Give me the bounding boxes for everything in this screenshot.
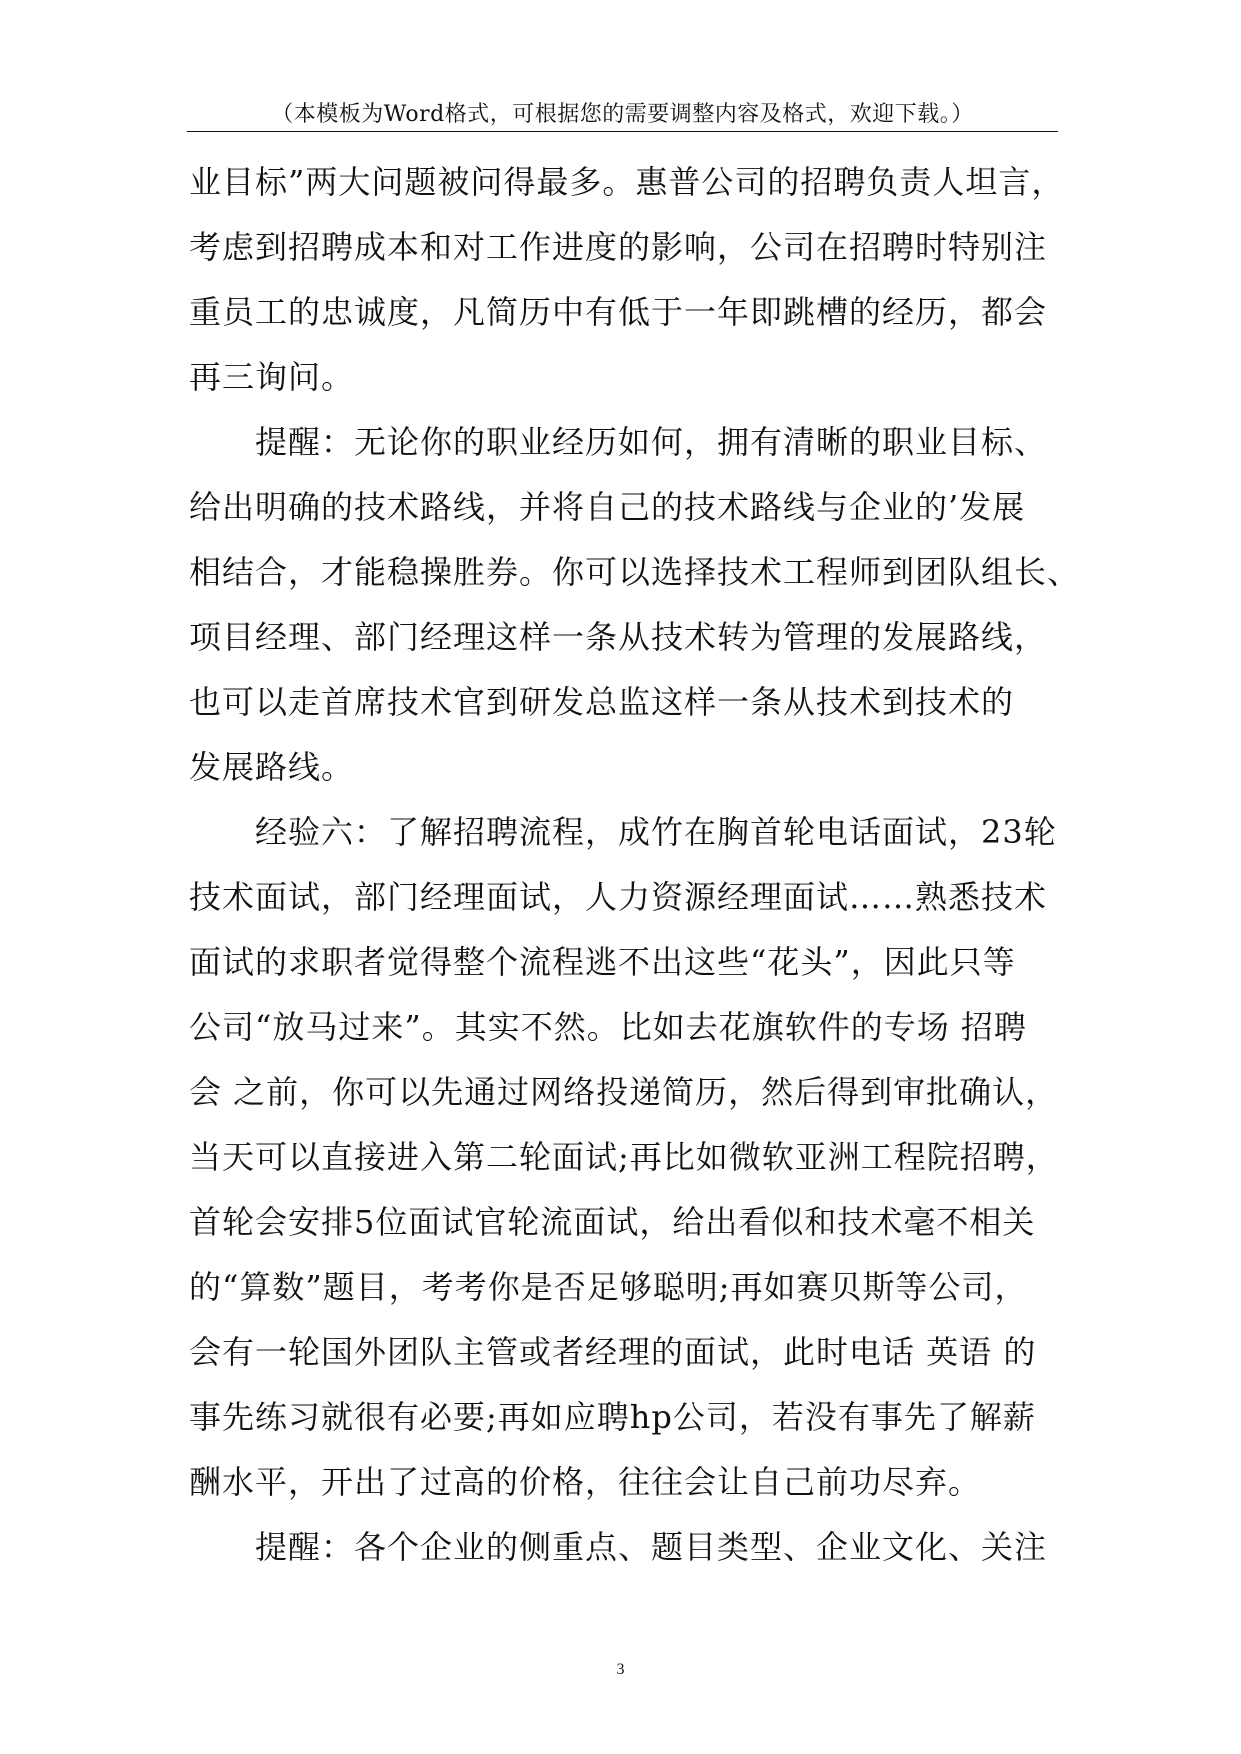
text-line: 发展路线。 xyxy=(189,748,355,786)
header-divider xyxy=(187,131,1058,132)
text-line: 重员工的忠诚度，凡简历中有低于一年即跳槽的经历，都会 xyxy=(189,293,1048,331)
text-line: 首轮会安排5位面试官轮流面试，给出看似和技术毫不相关 xyxy=(189,1203,1036,1241)
page-number: 3 xyxy=(616,1661,625,1678)
text-line: 酬水平，开出了过高的价格，往往会让自己前功尽弃。 xyxy=(189,1463,982,1501)
text-line: 提醒：各个企业的侧重点、题目类型、企业文化、关注 xyxy=(255,1528,1048,1566)
text-line: 提醒：无论你的职业经历如何，拥有清晰的职业目标、 xyxy=(255,423,1048,461)
text-line: 相结合，才能稳操胜券。你可以选择技术工程师到团队组长、 xyxy=(189,553,1081,591)
paragraph-reminder-career-path xyxy=(189,410,1081,800)
paragraph-hp-loyalty xyxy=(189,150,1065,410)
text-line: 当天可以直接进入第二轮面试;再比如微软亚洲工程院招聘， xyxy=(189,1138,1059,1176)
text-line: 项目经理、部门经理这样一条从技术转为管理的发展路线， xyxy=(189,618,1048,656)
text-line: 会有一轮国外团队主管或者经理的面试，此时电话 英语 的 xyxy=(189,1333,1037,1371)
text-line: 会 之前，你可以先通过网络投递简历，然后得到审批确认， xyxy=(189,1073,1059,1111)
text-line: 经验六：了解招聘流程，成竹在胸首轮电话面试，23轮 xyxy=(255,813,1057,851)
text-line: 业目标”两大问题被问得最多。惠普公司的招聘负责人坦言， xyxy=(189,163,1065,201)
text-line: 面试的求职者觉得整个流程逃不出这些“花头”，因此只等 xyxy=(189,943,1016,981)
text-line: 技术面试，部门经理面试，人力资源经理面试……熟悉技术 xyxy=(189,878,1048,916)
text-line: 再三询问。 xyxy=(189,358,355,396)
text-line: 给出明确的技术路线，并将自己的技术路线与企业的’发展 xyxy=(189,488,1026,526)
page-header: （本模板为Word格式，可根据您的需要调整内容及格式，欢迎下载。） xyxy=(271,102,974,127)
paragraph-reminder-company-focus xyxy=(189,1515,1059,1580)
text-line: 的“算数”题目，考考你是否足够聪明;再如赛贝斯等公司， xyxy=(189,1268,1028,1306)
text-line: 事先练习就很有必要;再如应聘hp公司，若没有事先了解薪 xyxy=(189,1398,1036,1436)
paragraph-experience-six xyxy=(189,800,1059,1515)
text-line: 公司“放马过来”。其实不然。比如去花旗软件的专场 招聘 xyxy=(189,1008,1027,1046)
text-line: 也可以走首席技术官到研发总监这样一条从技术到技术的 xyxy=(189,683,1015,721)
text-line: 考虑到招聘成本和对工作进度的影响，公司在招聘时特别注 xyxy=(189,228,1048,266)
document-body xyxy=(189,150,1081,1580)
